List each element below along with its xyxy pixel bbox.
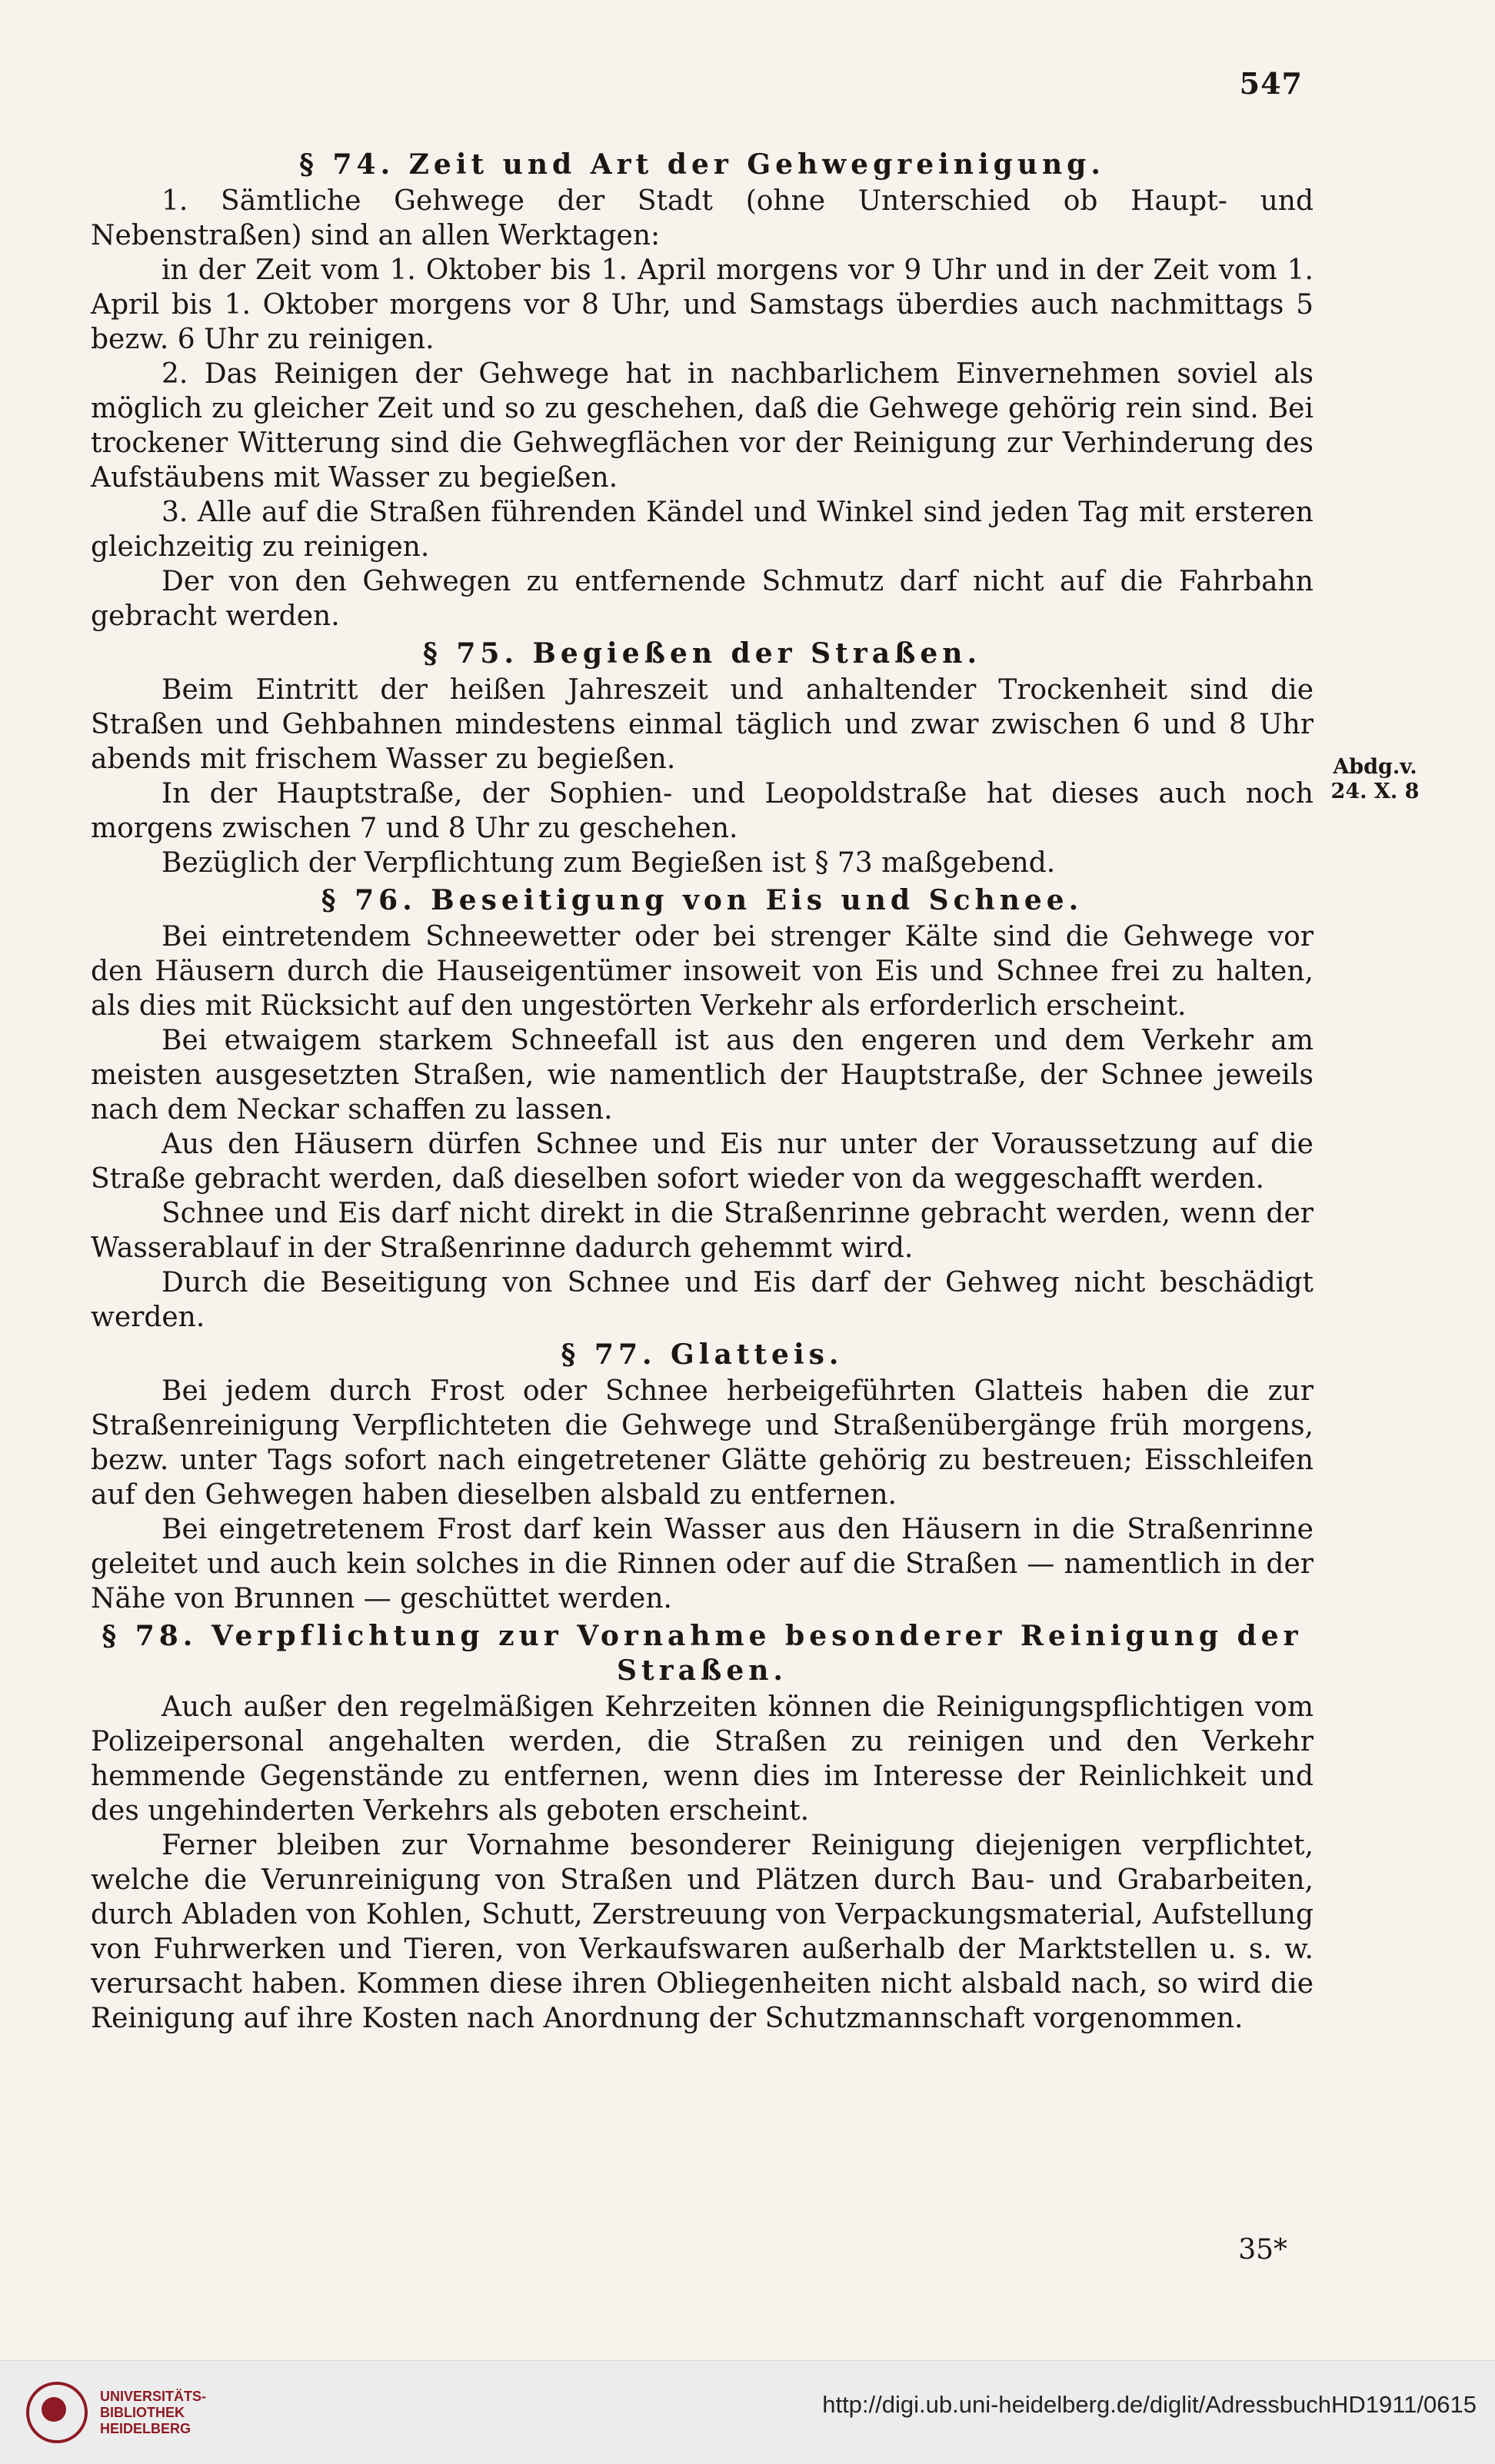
paragraph: Bei etwaigem starkem Schneefall ist aus den engeren und dem Verkehr am meisten ausgesetzten Straßen, wie namentlich der Hauptstraße, der Schnee jeweils nach dem Neckar schaffen zu lassen.	[91, 1025, 1314, 1126]
paragraph: 1. Sämtliche Gehwege der Stadt (ohne Unterschied ob Haupt- und Nebenstraßen) sind an allen Werktagen:	[91, 185, 1314, 251]
logo-line: UNIVERSITÄTS-	[100, 2388, 207, 2404]
section-74	[91, 148, 1314, 633]
section-75	[91, 637, 1314, 880]
margin-note-line: Abdg.v.	[1333, 755, 1417, 779]
paragraph: 2. Das Reinigen der Gehwege hat in nachbarlichem Einvernehmen soviel als möglich zu gleicher Zeit und so zu geschehen, daß die Gehwege gehörig rein sind. Bei trockener Witterung sind die Gehwegflächen vor der Reinigung zur Verhinderung des Aufstäubens mit Wasser zu begießen.	[91, 358, 1314, 494]
paragraph: in der Zeit vom 1. Oktober bis 1. April morgens vor 9 Uhr und in der Zeit vom 1. April bis 1. Oktober morgens vor 8 Uhr, und Samstags überdies auch nachmittags 5 bezw. 6 Uhr zu reinigen.	[91, 254, 1314, 355]
page-number: 547	[1239, 66, 1303, 101]
paragraph: Der von den Gehwegen zu entfernende Schmutz darf nicht auf die Fahrbahn gebracht werden.	[91, 566, 1314, 632]
paragraph: Schnee und Eis darf nicht direkt in die Straßenrinne gebracht werden, wenn der Wasserablauf in der Straßenrinne dadurch gehemmt wird.	[91, 1198, 1314, 1264]
paragraph: Bezüglich der Verpflichtung zum Begießen ist § 73 maßgebend.	[161, 847, 1056, 879]
paragraph: Beim Eintritt der heißen Jahreszeit und anhaltender Trockenheit sind die Straßen und Gehbahnen mindestens einmal täglich und zwar zwischen 6 und 8 Uhr abends mit frischem Wasser zu begießen.	[91, 674, 1314, 775]
margin-note-line: 24. X. 8	[1330, 780, 1420, 803]
paragraph: Durch die Beseitigung von Schnee und Eis darf der Gehweg nicht beschädigt werden.	[91, 1267, 1314, 1333]
section-78	[91, 1619, 1314, 2036]
paragraph: 3. Alle auf die Straßen führenden Kändel und Winkel sind jeden Tag mit ersteren gleichzeitig zu reinigen.	[91, 497, 1314, 563]
paragraph: Bei eintretendem Schneewetter oder bei strenger Kälte sind die Gehwege vor den Häusern durch die Hauseigentümer insoweit von Eis und Schnee frei zu halten, als dies mit Rücksicht auf den ungestörten Verkehr als erforderlich erscheint.	[91, 921, 1314, 1022]
paragraph: Ferner bleiben zur Vornahme besonderer Reinigung diejenigen verpflichtet, welche die Verunreinigung von Straßen und Plätzen durch Bau- und Grabarbeiten, durch Abladen von Kohlen, Schutt, Zerstreuung von Verpackungsmaterial, Aufstellung von Fuhrwerken und Tieren, von Verkaufswaren außerhalb der Marktstellen u. s. w. verursacht haben. Kommen diese ihren Obliegenheiten nicht alsbald nach, so wird die Reinigung auf ihre Kosten nach Anordnung der Schutzmannschaft vorgenommen.	[91, 1830, 1314, 2034]
logo-text	[100, 2389, 206, 2437]
paragraph: Auch außer den regelmäßigen Kehrzeiten können die Reinigungspflichtigen vom Polizeipersonal angehalten werden, die Straßen zu reinigen und den Verkehr hemmende Gegenstände zu entfernen, wenn dies im Interesse der Reinlichkeit und des ungehinderten Verkehrs als geboten erscheint.	[91, 1691, 1314, 1827]
source-url-link[interactable]: http://digi.ub.uni-heidelberg.de/diglit/AdressbuchHD1911/0615	[822, 2391, 1477, 2418]
signature-mark: 35*	[1238, 2234, 1287, 2266]
section-76	[91, 883, 1314, 1335]
paragraph: Bei jedem durch Frost oder Schnee herbeigeführten Glatteis haben die zur Straßenreinigung Verpflichteten die Gehwege und Straßenübergänge früh morgens, bezw. unter Tags sofort nach eingetretener Glätte gehörig zu bestreuen; Eisschleifen auf den Gehwegen haben dieselben alsbald zu entfernen.	[91, 1375, 1314, 1511]
logo-line: BIBLIOTHEK	[100, 2404, 185, 2420]
paragraph: Bei eingetretenem Frost darf kein Wasser aus den Häusern in die Straßenrinne geleitet und auch kein solches in die Rinnen oder auf die Straßen — namentlich in der Nähe von Brunnen — geschüttet werden.	[91, 1514, 1314, 1614]
section-heading: § 74. Zeit und Art der Gehwegreinigung.	[299, 148, 1105, 181]
library-logo[interactable]	[26, 2376, 241, 2449]
section-heading: § 78. Verpflichtung zur Vornahme besonderer Reinigung der Straßen.	[102, 1620, 1303, 1687]
page-body	[91, 145, 1314, 2036]
paragraph: In der Hauptstraße, der Sophien- und Leopoldstraße hat dieses auch noch morgens zwischen 7 und 8 Uhr zu geschehen.	[91, 778, 1314, 844]
paragraph: Aus den Häusern dürfen Schnee und Eis nur unter der Voraussetzung auf die Straße gebracht werden, daß dieselben sofort wieder von da weggeschafft werden.	[91, 1129, 1314, 1195]
section-heading: § 76. Beseitigung von Eis und Schnee.	[321, 884, 1084, 916]
section-heading: § 75. Begießen der Straßen.	[422, 637, 982, 670]
margin-note	[1321, 755, 1429, 804]
logo-line: HEIDELBERG	[100, 2420, 191, 2436]
section-heading: § 77. Glatteis.	[561, 1338, 844, 1371]
section-77	[91, 1338, 1314, 1616]
seal-icon	[26, 2382, 88, 2443]
